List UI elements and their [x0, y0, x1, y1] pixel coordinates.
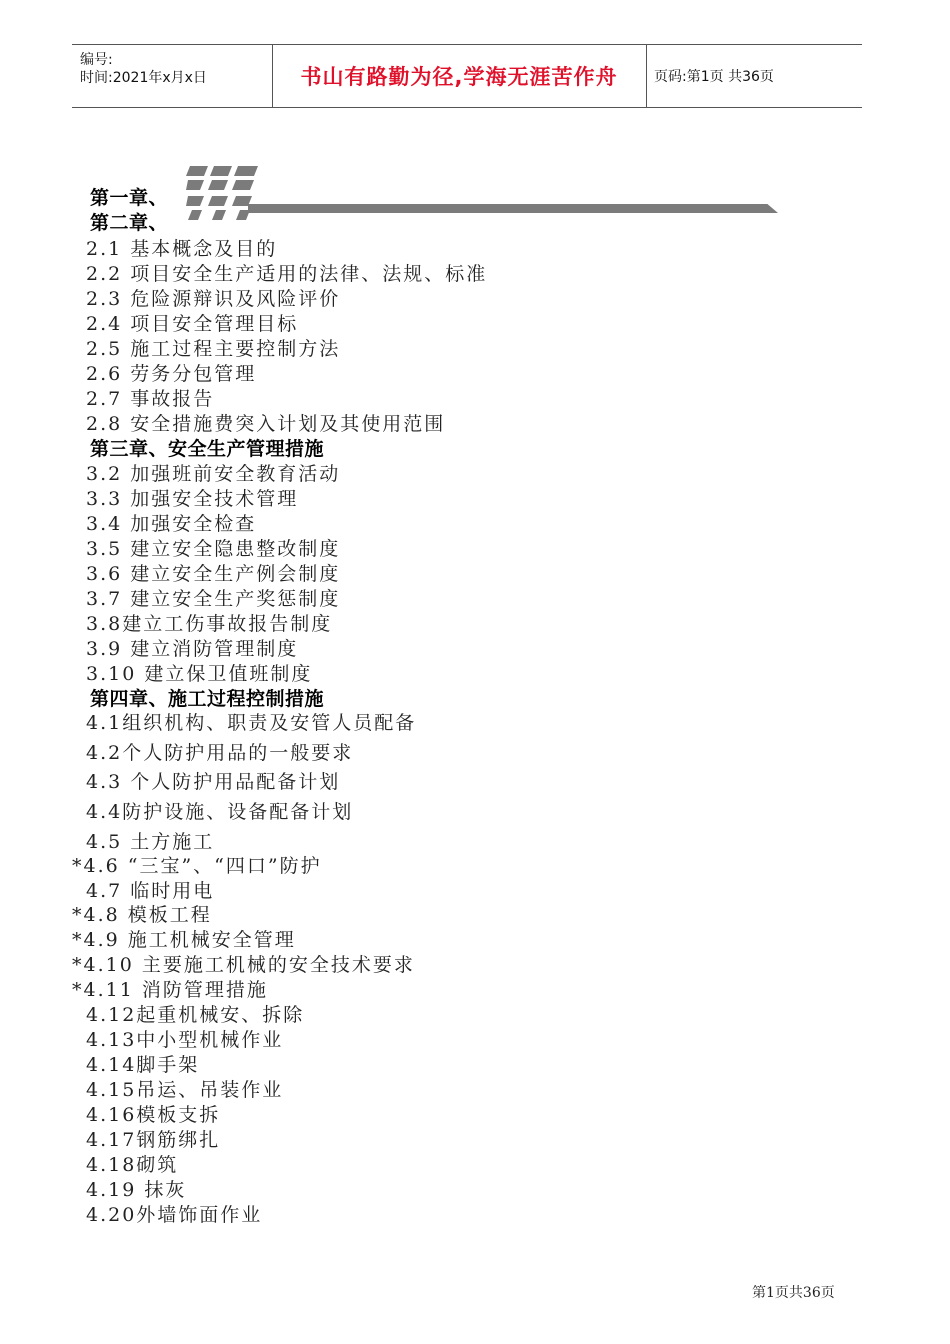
toc-entry: 3.10 建立保卫值班制度	[86, 663, 313, 685]
toc-entry: *4.9 施工机械安全管理	[72, 929, 296, 951]
toc-entry: 3.8建立工伤事故报告制度	[86, 613, 333, 635]
toc-entry: *4.6 “三宝”、“四口”防护	[72, 855, 322, 877]
toc-entry: 4.17钢筋绑扎	[86, 1129, 221, 1151]
toc-entry: 3.9 建立消防管理制度	[86, 638, 299, 660]
toc-entry: 4.5 土方施工	[86, 831, 215, 853]
header-page-info: 页码:第1页 共36页	[654, 69, 774, 85]
toc-entry: 4.19 抹灰	[86, 1179, 187, 1201]
toc-chapter-heading: 第三章、安全生产管理措施	[90, 438, 325, 460]
toc-chapter-heading: 第二章、	[90, 212, 169, 234]
toc-entry: 4.2个人防护用品的一般要求	[86, 742, 354, 764]
toc-entry: 2.7 事故报告	[86, 388, 215, 410]
toc-entry: 3.6 建立安全生产例会制度	[86, 563, 341, 585]
header-motto: 书山有路勤为径,学海无涯苦作舟	[300, 65, 618, 89]
toc-entry: 3.2 加强班前安全教育活动	[86, 463, 341, 485]
toc-entry: 4.20外墙饰面作业	[86, 1204, 263, 1226]
page-footer: 第1页共36页	[752, 1285, 835, 1301]
toc-entry: *4.10 主要施工机械的安全技术要求	[72, 954, 415, 976]
toc-entry: 2.2 项目安全生产适用的法律、法规、标准	[86, 263, 488, 285]
toc-entry: 2.8 安全措施费突入计划及其使用范围	[86, 413, 446, 435]
toc-entry: 4.14脚手架	[86, 1054, 200, 1076]
toc-entry: 3.5 建立安全隐患整改制度	[86, 538, 341, 560]
toc-entry: 4.15吊运、吊装作业	[86, 1079, 284, 1101]
toc-entry: 4.1组织机构、职责及安管人员配备	[86, 712, 417, 734]
document-number-label: 编号:	[80, 52, 113, 68]
toc-entry: 3.7 建立安全生产奖惩制度	[86, 588, 341, 610]
toc-entry: 4.7 临时用电	[86, 880, 215, 902]
toc-entry: 4.13中小型机械作业	[86, 1029, 284, 1051]
toc-chapter-heading: 第四章、施工过程控制措施	[90, 688, 325, 710]
toc-entry: 4.4防护设施、设备配备计划	[86, 801, 354, 823]
toc-entry: 2.4 项目安全管理目标	[86, 313, 299, 335]
toc-entry: 3.3 加强安全技术管理	[86, 488, 299, 510]
document-time-label: 时间:2021年x月x日	[80, 70, 207, 86]
toc-entry: 3.4 加强安全检查	[86, 513, 257, 535]
toc-entry: 2.6 劳务分包管理	[86, 363, 257, 385]
toc-entry: 4.18砌筑	[86, 1154, 179, 1176]
toc-entry: 4.12起重机械安、拆除	[86, 1004, 305, 1026]
toc-entry: *4.8 模板工程	[72, 904, 212, 926]
toc-entry: 2.1 基本概念及目的	[86, 238, 278, 260]
toc-entry: 2.5 施工过程主要控制方法	[86, 338, 341, 360]
toc-entry: 2.3 危险源辩识及风险评价	[86, 288, 341, 310]
toc-entry: 4.3 个人防护用品配备计划	[86, 771, 341, 793]
toc-entry: *4.11 消防管理措施	[72, 979, 268, 1001]
toc-entry: 4.16模板支拆	[86, 1104, 221, 1126]
toc-chapter-heading: 第一章、	[90, 187, 169, 209]
